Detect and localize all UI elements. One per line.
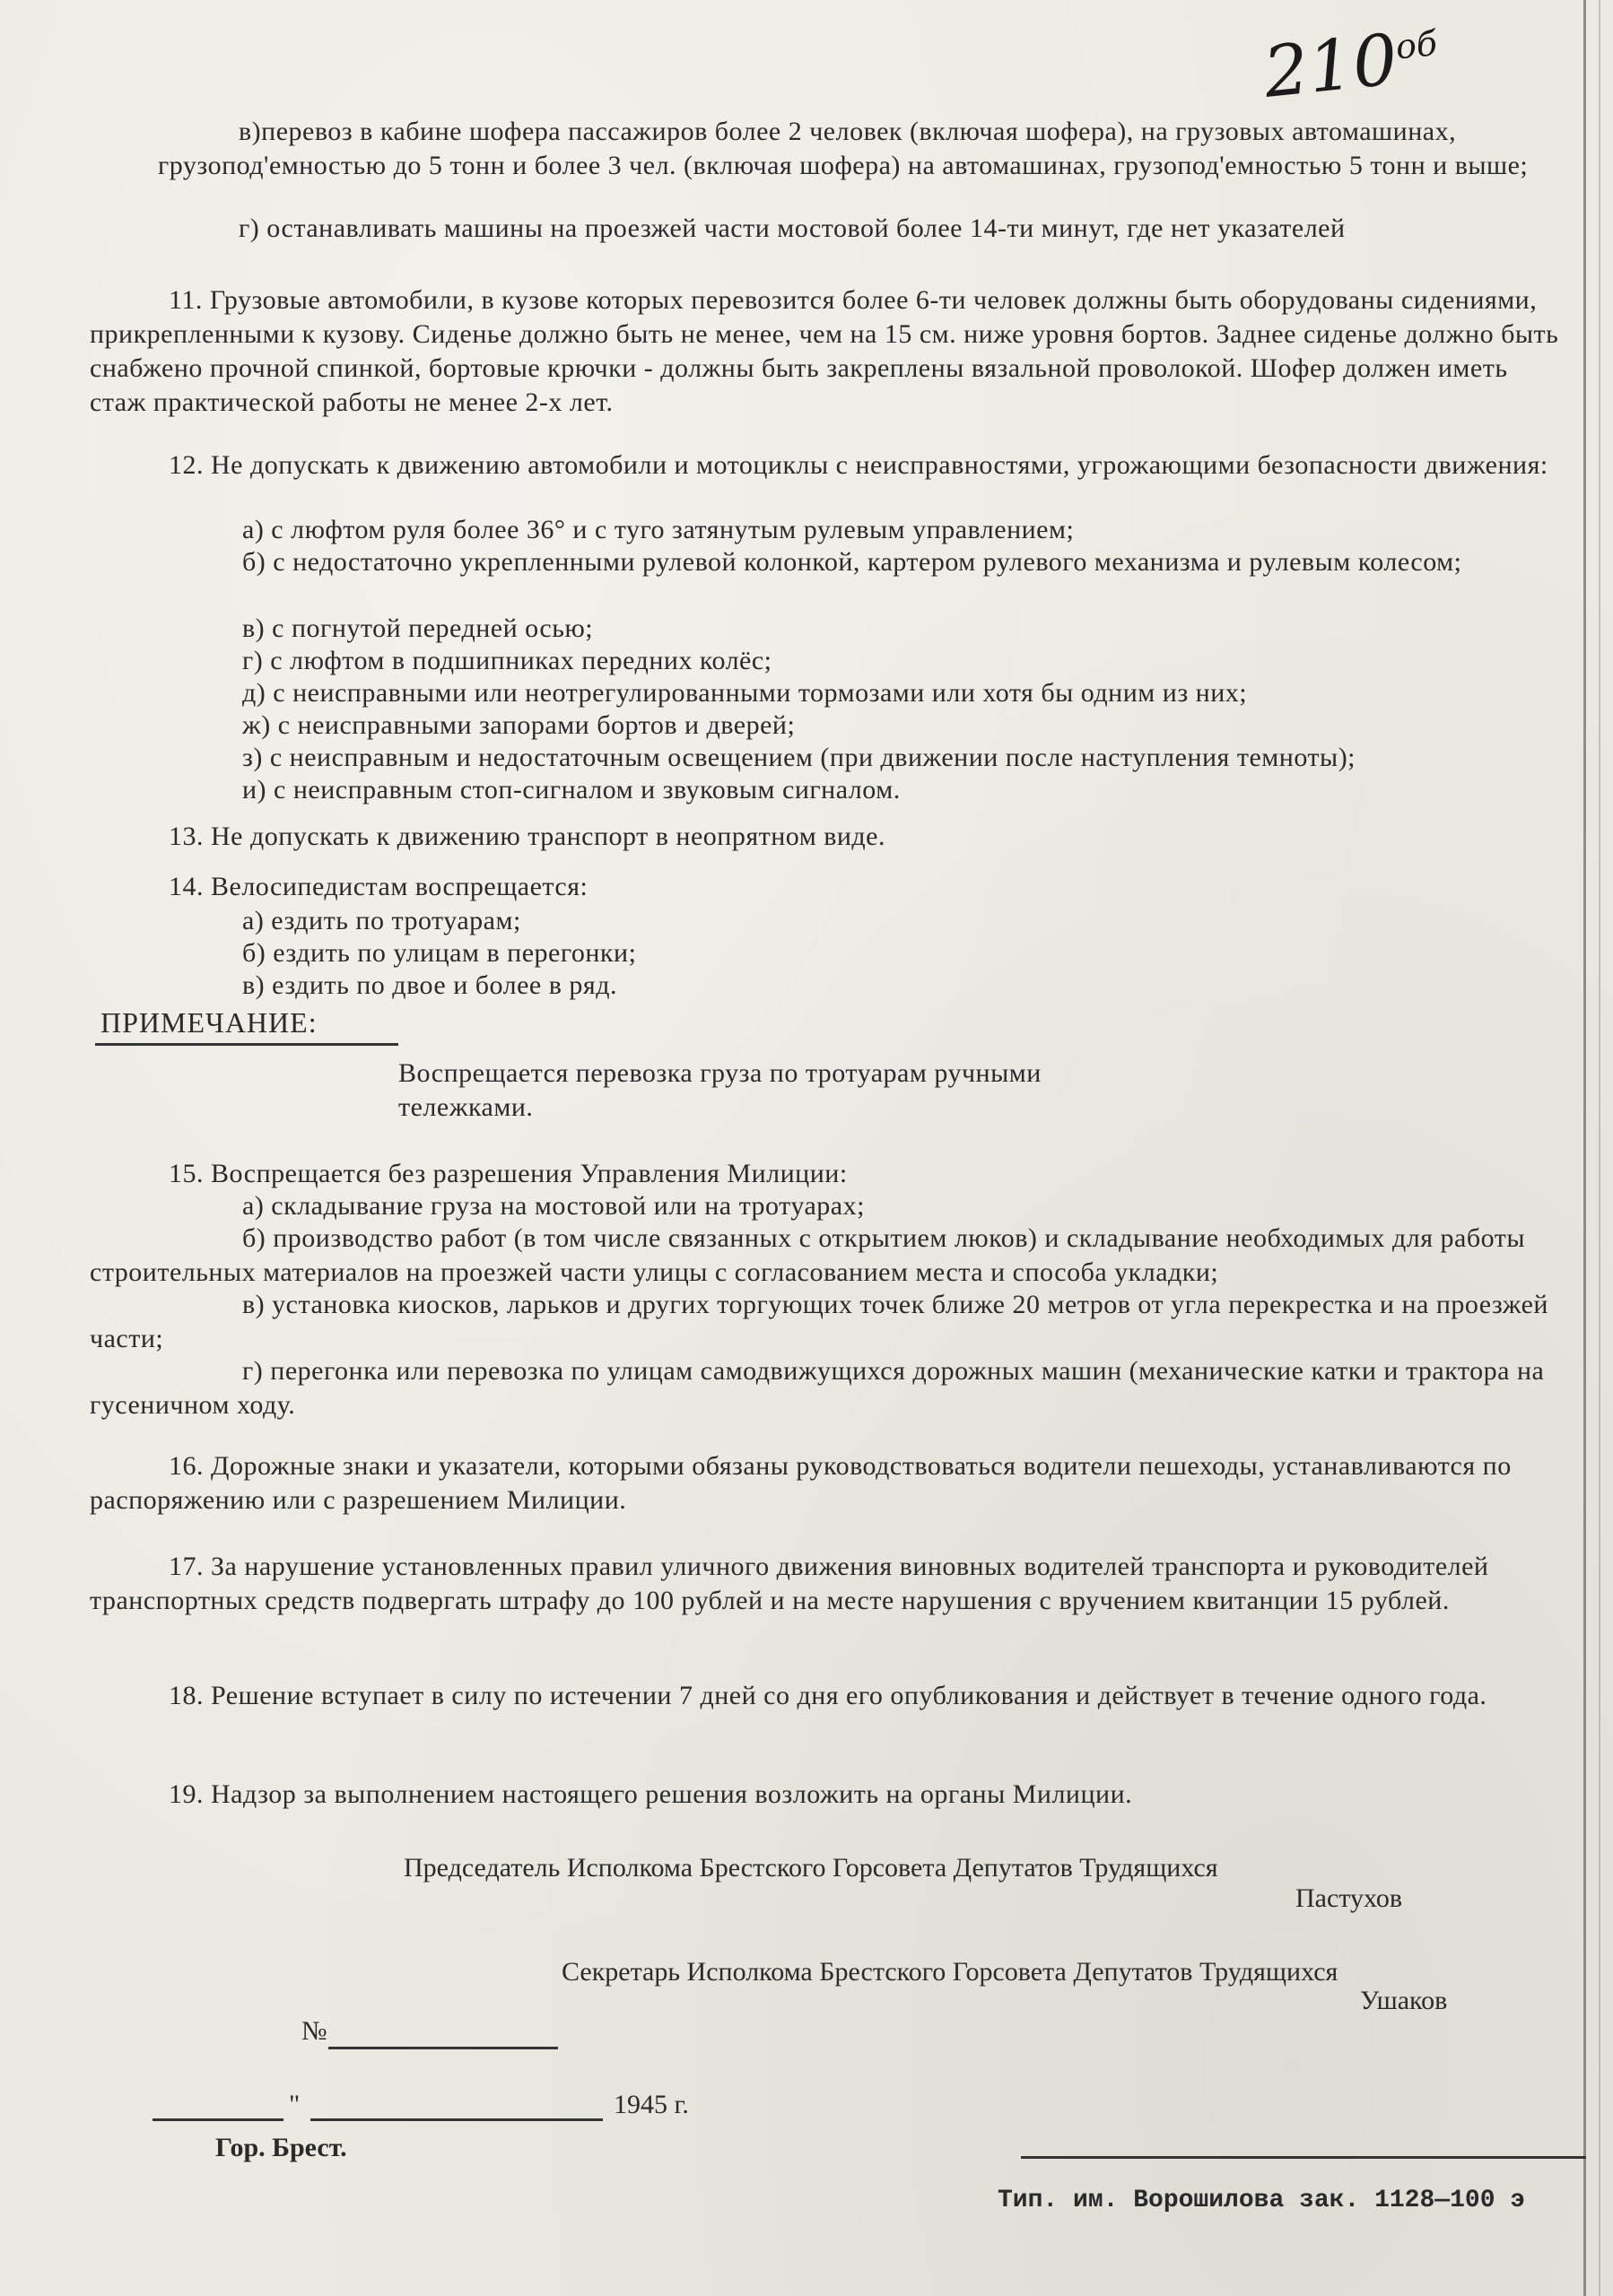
- chairman-name: Пастухов: [1295, 1883, 1403, 1913]
- paragraph-16: 16. Дорожные знаки и указатели, которыми обязаны руководствоваться водители пешеходы, устанавливаются по распоряжению или с разрешением Милиции.: [90, 1451, 1512, 1515]
- page-right-edge-2: [1599, 0, 1600, 2296]
- paragraph-12: 12. Не допускать к движению автомобили и мотоциклы с неисправностями, угрожающими безопасности движения:: [169, 450, 1548, 480]
- paragraph-12b: б) с недостаточно укрепленными рулевой колонкой, картером рулевого механизма и рулевым колесом;: [242, 547, 1462, 577]
- paragraph-12d: д) с неисправными или неотрегулированными тормозами или хотя бы одним из них;: [242, 678, 1248, 708]
- handwritten-page-number: [1260, 7, 1443, 114]
- chairman-title: Председатель Исполкома Брестского Горсовета Депутатов Трудящихся: [404, 1853, 1218, 1883]
- note-underline: [95, 1043, 398, 1046]
- paragraph-15g: г) перегонка или перевозка по улицам самодвижущихся дорожных машин (механические катки и трактора на гусеничном ходу.: [90, 1356, 1545, 1420]
- paragraph-10v: в)перевоз в кабине шофера пассажиров более 2 человек (включая шофера), на грузовых автомашинах, грузопод'емностью до 5 тонн и более 3 чел. (включая шофера) на автомашинах, грузопод'емностью 5 тонн и выше;: [158, 117, 1529, 180]
- footer-number-label: №: [301, 2016, 327, 2046]
- paragraph-14: 14. Велосипедистам воспрещается:: [169, 872, 589, 901]
- paragraph-19: 19. Надзор за выполнением настоящего решения возложить на органы Милиции.: [169, 1779, 1133, 1809]
- footer-date-quote: ": [289, 2090, 301, 2119]
- paragraph-12a: а) с люфтом руля более 36° и с туго затянутым рулевым управлением;: [242, 515, 1075, 544]
- paragraph-12i: и) с неисправным стоп-сигналом и звуковым сигналом.: [242, 775, 901, 804]
- secretary-title: Секретарь Исполкома Брестского Горсовета Депутатов Трудящихся: [562, 1957, 1338, 1987]
- footer-printer-line: [1021, 2156, 1586, 2159]
- footer-month-line: [310, 2118, 603, 2121]
- paragraph-13: 13. Не допускать к движению транспорт в неопрятном виде.: [169, 822, 885, 851]
- handwritten-page-number-main: 210: [1260, 19, 1402, 114]
- paragraph-12g: г) с люфтом в подшипниках передних колёс;: [242, 646, 772, 675]
- paragraph-14b: б) ездить по улицам в перегонки;: [242, 938, 637, 968]
- footer-city: Гор. Брест.: [215, 2133, 347, 2162]
- footer-number-line: [328, 2047, 558, 2049]
- footer-year: 1945 г.: [614, 2090, 689, 2119]
- footer-printer: Тип. им. Ворошилова зак. 1128—100 э: [998, 2187, 1526, 2214]
- paragraph-12zh: ж) с неисправными запорами бортов и дверей;: [242, 710, 796, 740]
- paragraph-15b: б) производство работ (в том числе связанных с открытием люков) и складывание необходимых для работы строительных материалов на проезжей части улицы с согласованием места и способа укладки;: [90, 1223, 1525, 1287]
- secretary-name: Ушаков: [1360, 1986, 1448, 2015]
- footer-day-line: [153, 2118, 283, 2121]
- paragraph-14v: в) ездить по двое и более в ряд.: [242, 970, 617, 1000]
- paragraph-15: 15. Воспрещается без разрешения Управления Милиции:: [169, 1159, 848, 1188]
- paragraph-15v: в) установка киосков, ларьков и других торгующих точек ближе 20 метров от угла перекрестка и на проезжей части;: [90, 1290, 1548, 1353]
- paragraph-15a: а) складывание груза на мостовой или на тротуарах;: [242, 1191, 865, 1221]
- paragraph-18: 18. Решение вступает в силу по истечении 7 дней со дня его опубликования и действует в течение одного года.: [169, 1681, 1487, 1710]
- paragraph-14a: а) ездить по тротуарам;: [242, 906, 521, 935]
- paragraph-17: 17. За нарушение установленных правил уличного движения виновных водителей транспорта и руководителей транспортных средств подвергать штрафу до 100 рублей и на месте нарушения с вручением квитанции 15 рублей.: [90, 1552, 1489, 1615]
- paragraph-10g: г) останавливать машины на проезжей части мостовой более 14-ти минут, где нет указателей: [239, 213, 1346, 243]
- paragraph-12z: з) с неисправным и недостаточным освещением (при движении после наступления темноты);: [242, 743, 1356, 772]
- note-label: ПРИМЕЧАНИЕ:: [100, 1006, 318, 1039]
- paragraph-11: 11. Грузовые автомобили, в кузове которых перевозится более 6-ти человек должны быть оборудованы сидениями, прикрепленными к кузову. Сиденье должно быть не менее, чем на 15 см. ниже уровня бортов. Заднее сиденье должно быть снабжено прочной спинкой, бортовые крючки - должны быть закреплены вязальной проволокой. Шофер должен иметь стаж практической работы не менее 2-х лет.: [90, 285, 1559, 417]
- handwritten-page-number-sup: об: [1393, 22, 1440, 67]
- paragraph-12v: в) с погнутой передней осью;: [242, 613, 594, 643]
- note-text: Воспрещается перевозка груза по тротуарам ручными тележками.: [398, 1058, 1042, 1122]
- page-right-edge: [1583, 0, 1586, 2296]
